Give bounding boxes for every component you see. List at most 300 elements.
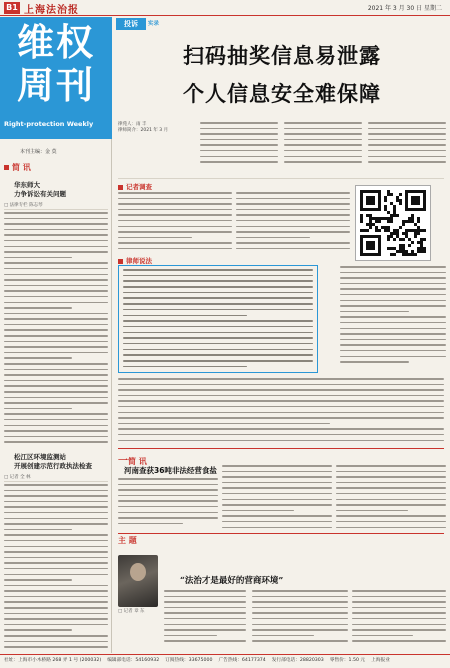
left-column — [0, 17, 112, 653]
qr-module — [372, 217, 375, 220]
qr-module — [399, 247, 402, 250]
qr-module — [405, 253, 408, 256]
text-line — [222, 527, 332, 529]
text-line — [368, 128, 446, 130]
text-line — [164, 596, 246, 598]
qr-module — [381, 226, 384, 229]
subhead-lawyer-view: 律师说法 — [118, 256, 152, 265]
qr-module — [411, 241, 414, 244]
text-line — [4, 346, 108, 348]
text-line — [4, 335, 108, 337]
article2-byline: □ 记者 全 林 — [4, 474, 108, 482]
qr-module — [414, 232, 417, 235]
text-line — [236, 192, 350, 194]
qr-module — [381, 217, 384, 220]
qr-module — [390, 232, 393, 235]
qr-module — [396, 232, 399, 235]
text-line — [4, 274, 108, 276]
qr-module — [366, 223, 369, 226]
qr-module — [360, 214, 363, 217]
text-line — [118, 395, 444, 397]
qr-module — [366, 241, 375, 250]
text-line — [118, 434, 444, 436]
text-line — [200, 161, 278, 163]
qr-module — [375, 220, 378, 223]
qr-module — [393, 253, 396, 256]
text-line — [4, 380, 108, 382]
brand-box — [0, 17, 112, 139]
news-col-3 — [336, 465, 446, 533]
qr-module — [369, 220, 372, 223]
qr-module — [405, 220, 408, 223]
qr-module — [369, 223, 372, 226]
masthead — [0, 0, 450, 16]
qr-module — [402, 232, 405, 235]
qr-module — [366, 196, 375, 205]
text-line — [118, 500, 218, 502]
qr-module — [417, 250, 420, 253]
text-line — [352, 590, 446, 592]
text-line — [222, 465, 332, 467]
qr-module — [399, 193, 402, 196]
text-line — [164, 601, 246, 603]
text-line — [222, 521, 332, 523]
article2-title-line2: 开展创建示范行政执法检查 — [14, 462, 92, 470]
text-line — [284, 156, 362, 158]
text-line — [4, 490, 108, 492]
text-line — [336, 476, 446, 478]
text-line — [4, 290, 108, 292]
qr-module — [393, 208, 396, 211]
text-line — [4, 369, 108, 371]
text-line — [200, 144, 278, 146]
text-line — [4, 484, 108, 486]
qr-module — [396, 214, 399, 217]
byline-line-2: 律师简介：2021 年 3 月 — [118, 128, 169, 133]
text-line — [123, 366, 247, 368]
brand-title-line-2: 周刊 — [17, 63, 95, 107]
text-line — [4, 402, 108, 404]
text-line — [222, 504, 332, 506]
qr-module — [402, 250, 405, 253]
text-line — [352, 607, 446, 609]
qr-module — [378, 220, 381, 223]
quote-col-3 — [352, 590, 446, 650]
text-line — [118, 220, 232, 222]
text-line — [4, 262, 108, 264]
qr-code — [355, 185, 431, 261]
qr-module — [396, 199, 399, 202]
text-line — [4, 495, 108, 497]
text-line — [118, 198, 232, 200]
qr-module — [390, 235, 393, 238]
text-line — [284, 139, 362, 141]
qr-module — [420, 238, 423, 241]
text-line — [284, 122, 362, 124]
text-line — [123, 275, 313, 277]
qr-module — [396, 235, 399, 238]
quote-col-1 — [164, 590, 246, 650]
text-line — [118, 237, 192, 239]
qr-module — [366, 229, 369, 232]
qr-module — [402, 220, 405, 223]
text-line — [123, 309, 313, 311]
text-line — [336, 465, 446, 467]
text-line — [236, 248, 350, 250]
text-line — [284, 128, 362, 130]
qr-module — [390, 193, 393, 196]
qr-module — [393, 211, 396, 214]
qr-module — [423, 229, 426, 232]
text-line — [4, 268, 108, 270]
qr-module — [369, 214, 372, 217]
qr-module — [420, 241, 423, 244]
text-line — [164, 635, 217, 637]
text-line — [336, 499, 446, 501]
text-line — [340, 294, 446, 296]
page-badge: B1 — [4, 2, 20, 14]
text-line — [222, 499, 332, 501]
qr-module — [402, 253, 405, 256]
headline-line2: 个人信息安全难保障 — [183, 81, 381, 106]
footer-item: 广告热线：64177374 — [218, 658, 266, 663]
text-line — [336, 504, 446, 506]
footer-item: 零售价：1.50 元 — [329, 658, 366, 663]
text-line — [352, 629, 446, 631]
text-line — [123, 326, 313, 328]
text-line — [4, 557, 108, 559]
square-bullet-icon — [118, 259, 123, 264]
text-line — [4, 246, 108, 248]
qr-module — [405, 229, 408, 232]
text-line — [118, 248, 232, 250]
qr-module — [375, 229, 378, 232]
lead-column-1 — [200, 122, 278, 172]
section-divider-red — [118, 448, 444, 449]
qr-module — [414, 235, 417, 238]
text-line — [368, 150, 446, 152]
section-divider-red-2 — [118, 533, 444, 534]
text-line — [340, 344, 446, 346]
qr-module — [393, 229, 396, 232]
quote-section-label: 主 题 — [118, 536, 137, 545]
portrait-photo — [118, 555, 158, 607]
text-line — [123, 297, 313, 299]
qr-module — [390, 253, 393, 256]
text-line — [252, 596, 348, 598]
text-line — [368, 161, 446, 163]
qr-module — [390, 202, 393, 205]
text-line — [336, 521, 446, 523]
text-line — [4, 574, 108, 576]
text-line — [252, 612, 348, 614]
qr-module — [402, 247, 405, 250]
qr-module — [411, 220, 414, 223]
qr-module — [411, 229, 414, 232]
text-line — [118, 209, 232, 211]
qr-module — [369, 226, 372, 229]
footer-info — [0, 654, 450, 668]
text-line — [118, 406, 444, 408]
quote-col-2 — [252, 590, 348, 650]
text-line — [4, 397, 108, 399]
survey-col-2 — [236, 192, 350, 254]
text-line — [336, 527, 446, 529]
qr-module — [369, 217, 372, 220]
qr-module — [399, 244, 402, 247]
qr-module — [387, 211, 390, 214]
text-line — [4, 285, 108, 287]
text-line — [4, 391, 108, 393]
qr-module — [411, 214, 414, 217]
issue-date: 2021 年 3 月 30 日 星期二 — [367, 5, 442, 12]
text-line — [4, 318, 108, 320]
qr-module — [384, 229, 387, 232]
text-line — [118, 495, 218, 497]
text-line — [4, 296, 108, 298]
qr-module — [423, 247, 426, 250]
text-line — [200, 122, 278, 124]
text-line — [4, 223, 108, 225]
text-line — [4, 641, 108, 643]
text-line — [352, 635, 413, 637]
text-line — [200, 156, 278, 158]
text-line — [236, 198, 350, 200]
text-line — [200, 139, 278, 141]
qr-module — [384, 205, 387, 208]
qr-module — [390, 214, 393, 217]
photo-caption: □ 记者 章 东 — [118, 609, 145, 614]
text-line — [4, 523, 108, 525]
editor-line: 本刊主编：金 莫 — [20, 149, 57, 155]
news-col-1 — [118, 478, 218, 533]
text-line — [123, 303, 313, 305]
qr-module — [411, 217, 414, 220]
qr-module — [417, 226, 420, 229]
text-line — [118, 478, 218, 480]
subhead-reporter-survey: 记者调查 — [118, 182, 152, 191]
text-line — [4, 441, 108, 443]
byline-line-1: 律苑人：雨 丰 — [118, 122, 147, 127]
text-line — [123, 349, 313, 351]
text-line — [4, 408, 72, 410]
text-line — [340, 322, 446, 324]
text-line — [123, 360, 313, 362]
quote-title: “法治才是最好的营商环境” — [180, 576, 284, 586]
square-bullet-icon — [118, 185, 123, 190]
text-line — [4, 590, 108, 592]
text-line — [118, 389, 444, 391]
text-line — [284, 150, 362, 152]
qr-module — [405, 235, 408, 238]
qr-module — [372, 223, 375, 226]
text-line — [340, 350, 446, 352]
text-line — [4, 618, 108, 620]
qr-module — [387, 226, 390, 229]
text-line — [4, 212, 108, 214]
qr-module — [399, 199, 402, 202]
qr-code-icon — [360, 190, 426, 256]
qr-module — [417, 217, 420, 220]
qr-module — [387, 190, 390, 193]
qr-module — [393, 238, 396, 241]
text-line — [222, 482, 332, 484]
qr-module — [375, 226, 378, 229]
continued-text — [118, 378, 444, 448]
article1-title-line2: 力争诉讼有关问题 — [14, 190, 66, 198]
text-line — [236, 209, 350, 211]
survey-col-1 — [118, 192, 232, 254]
text-line — [118, 226, 232, 228]
qr-module — [408, 217, 411, 220]
text-line — [4, 629, 72, 631]
text-line — [4, 585, 108, 587]
qr-module — [378, 229, 381, 232]
footer-item: 上海报业 — [371, 658, 390, 663]
footer-item: 编辑部电话：54160932 — [107, 658, 160, 663]
text-line — [118, 440, 444, 442]
text-line — [123, 337, 313, 339]
text-line — [4, 307, 72, 309]
article2-body — [4, 484, 108, 652]
text-line — [118, 417, 444, 419]
qr-module — [363, 229, 366, 232]
qr-module — [405, 232, 408, 235]
text-line — [4, 601, 108, 603]
text-line — [200, 128, 278, 130]
qr-module — [387, 238, 390, 241]
qr-module — [393, 214, 396, 217]
qr-module — [399, 202, 402, 205]
text-line — [4, 240, 108, 242]
qr-module — [402, 238, 405, 241]
text-line — [4, 234, 108, 236]
text-line — [340, 311, 409, 313]
text-line — [123, 332, 313, 334]
text-line — [340, 300, 446, 302]
text-line — [252, 618, 348, 620]
text-line — [236, 242, 350, 244]
text-line — [4, 501, 108, 503]
qr-module — [402, 223, 405, 226]
text-line — [352, 618, 446, 620]
text-line — [368, 122, 446, 124]
text-line — [368, 144, 446, 146]
qr-module — [387, 235, 390, 238]
text-line — [123, 286, 313, 288]
qr-module — [396, 196, 399, 199]
text-line — [336, 482, 446, 484]
qr-module — [378, 217, 381, 220]
footer-item: 社址：上海市小木桥路 268 弄 1 号 (200032) — [4, 658, 102, 663]
text-line — [222, 476, 332, 478]
qr-module — [399, 250, 402, 253]
text-line — [236, 237, 310, 239]
text-line — [118, 378, 444, 380]
text-line — [340, 272, 446, 274]
text-line — [4, 357, 72, 359]
text-line — [4, 529, 72, 531]
text-line — [4, 313, 108, 315]
qr-module — [393, 205, 396, 208]
text-line — [164, 629, 246, 631]
qr-module — [393, 232, 396, 235]
text-line — [164, 590, 246, 592]
text-line — [4, 218, 108, 220]
text-line — [4, 352, 108, 354]
text-line — [352, 612, 446, 614]
text-line — [4, 518, 108, 520]
brand-title — [6, 21, 106, 107]
text-line — [118, 400, 444, 402]
kicker-sub: 实录 — [148, 21, 160, 27]
text-line — [340, 305, 446, 307]
qr-module — [384, 217, 387, 220]
text-line — [252, 629, 348, 631]
qr-module — [399, 238, 402, 241]
qr-module — [384, 226, 387, 229]
qr-module — [399, 226, 402, 229]
text-line — [340, 356, 446, 358]
headline-line1: 扫码抽奖信息易泄露 — [183, 43, 381, 68]
qr-module — [417, 232, 420, 235]
text-line — [284, 144, 362, 146]
text-line — [236, 203, 350, 205]
qr-module — [360, 217, 363, 220]
text-line — [4, 251, 108, 253]
text-line — [222, 471, 332, 473]
qr-module — [423, 238, 426, 241]
text-line — [118, 214, 232, 216]
text-line — [4, 579, 72, 581]
text-line — [118, 423, 330, 425]
qr-module — [387, 220, 390, 223]
text-line — [4, 568, 108, 570]
text-line — [123, 269, 313, 271]
text-line — [4, 302, 108, 304]
text-line — [118, 428, 444, 430]
divider — [118, 178, 444, 179]
text-line — [284, 161, 362, 163]
qr-module — [420, 244, 423, 247]
text-line — [4, 279, 108, 281]
qr-module — [423, 250, 426, 253]
text-line — [368, 156, 446, 158]
text-line — [4, 512, 108, 514]
text-line — [118, 506, 218, 508]
qr-module — [420, 247, 423, 250]
lead-column-3 — [368, 122, 446, 172]
lead-column-2 — [284, 122, 362, 172]
text-line — [4, 506, 108, 508]
text-line — [340, 361, 409, 363]
qr-module — [387, 193, 390, 196]
qr-module — [396, 250, 399, 253]
text-line — [252, 624, 348, 626]
text-line — [4, 425, 108, 427]
qr-module — [414, 253, 417, 256]
text-line — [118, 203, 232, 205]
qr-module — [375, 217, 378, 220]
text-line — [340, 277, 446, 279]
text-line — [118, 231, 232, 233]
text-line — [222, 510, 294, 512]
section-tag-brief: 简 讯 — [4, 162, 31, 173]
text-line — [164, 618, 246, 620]
text-line — [4, 419, 108, 421]
text-line — [236, 220, 350, 222]
text-line — [164, 612, 246, 614]
